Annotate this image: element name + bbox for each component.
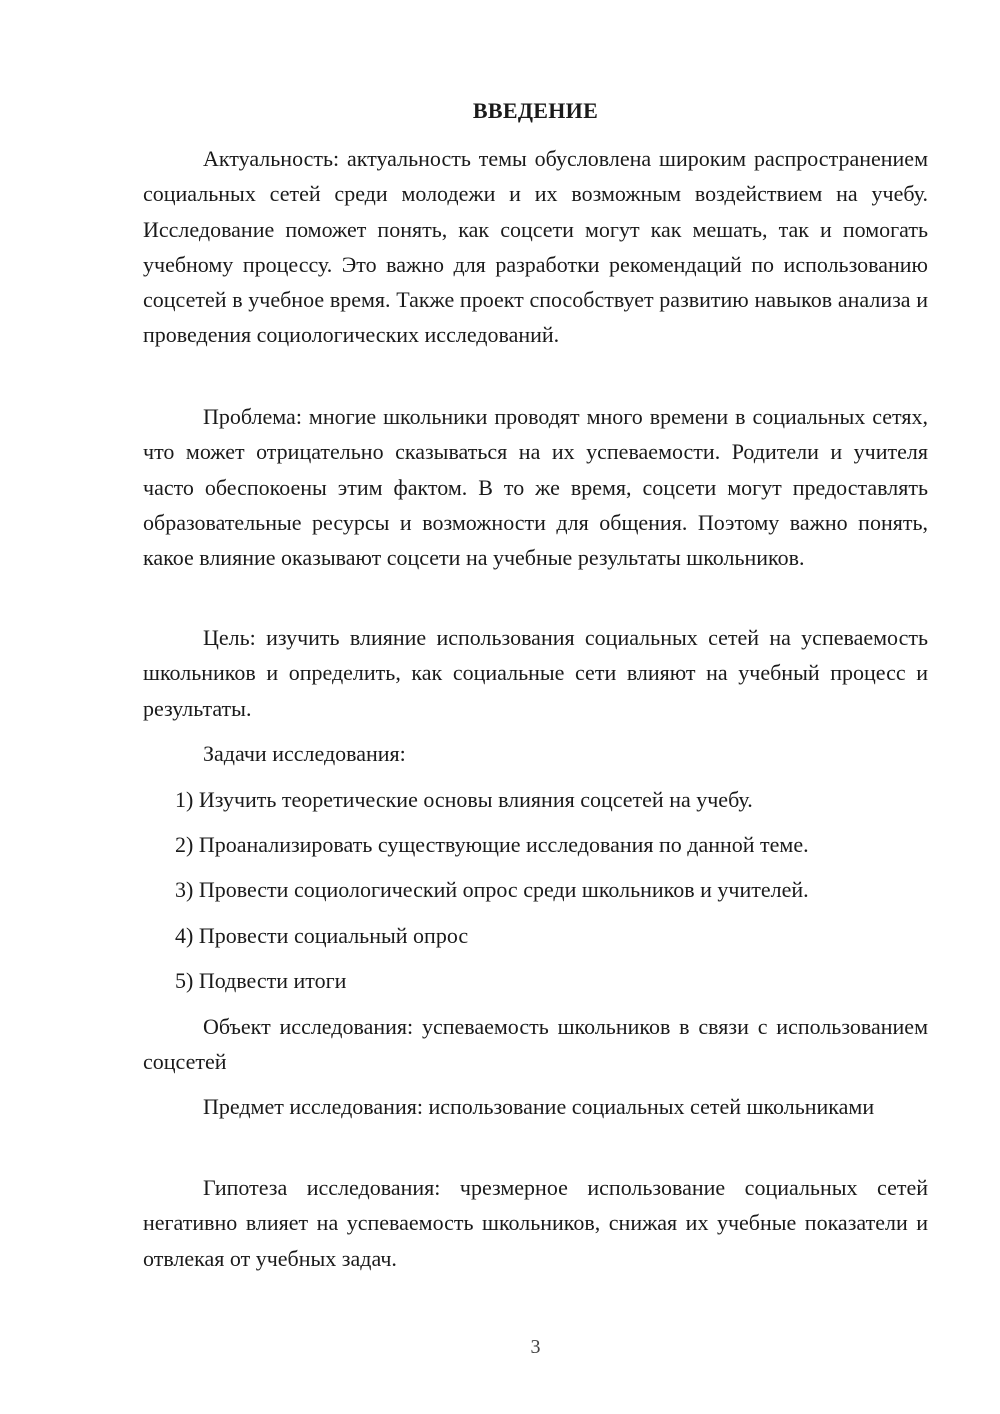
list-item-task-5: 5) Подвести итоги [175,968,347,993]
paragraph-subject: Предмет исследования: использование социальных сетей школьниками [203,1094,875,1119]
list-item-task-2: 2) Проанализировать существующие исследования по данной теме. [175,832,809,857]
paragraph-problem: Проблема: многие школьники проводят много времени в социальных сетях, что может отрицательно сказываться на их успеваемости. Родители и учителя часто обеспокоены этим фактом. В то же время, соцсети могут предоставлять образовательные ресурсы и возможности для общения. Поэтому важно понять, какое влияние оказывают соцсети на учебные результаты школьников. [143,404,928,571]
paragraph-relevance: Актуальность: актуальность темы обусловлена широким распространением социальных сетей среди молодежи и их возможным воздействием на учебу. Исследование поможет понять, как соцсети могут как мешать, так и помогать учебному процессу. Это важно для разработки рекомендаций по использованию соцсетей в учебное время. Также проект способствует развитию навыков анализа и проведения социологических исследований. [143,146,928,348]
list-item-task-4: 4) Провести социальный опрос [175,923,469,948]
paragraph-hypothesis: Гипотеза исследования: чрезмерное использование социальных сетей негативно влияет на успеваемость школьников, снижая их учебные показатели и отвлекая от учебных задач. [143,1175,928,1271]
paragraph-goal: Цель: изучить влияние использования социальных сетей на успеваемость школьников и определить, как социальные сети влияют на учебный процесс и результаты. [143,625,928,721]
paragraph-object: Объект исследования: успеваемость школьников в связи с использованием соцсетей [143,1014,928,1075]
list-item-task-3: 3) Провести социологический опрос среди школьников и учителей. [175,877,809,902]
page-number: 3 [530,1336,541,1358]
paragraph-tasks-heading: Задачи исследования: [203,741,406,766]
list-item-task-1: 1) Изучить теоретические основы влияния соцсетей на учебу. [175,787,753,812]
page-title: ВВЕДЕНИЕ [472,98,599,123]
